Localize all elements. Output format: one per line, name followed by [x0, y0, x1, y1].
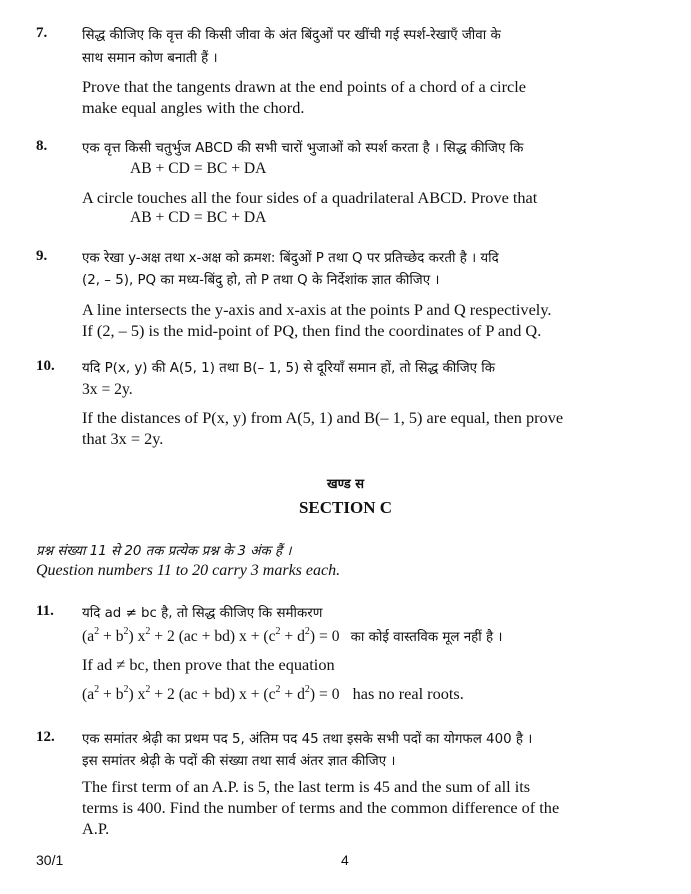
question-equation-line — [82, 684, 464, 704]
question-equation-line — [82, 626, 502, 646]
question-equation: AB + CD = BC + DA — [130, 209, 267, 226]
instructions-english: Question numbers 11 to 20 carry 3 marks each. — [36, 562, 341, 579]
question-english-line: A line intersects the y-axis and x-axis at the points P and Q respectively. — [82, 300, 552, 319]
question-equation: 3x = 2y. — [82, 381, 133, 398]
question-equation: AB + CD = BC + DA — [130, 160, 267, 177]
equation: $(a^2 + b^2) x^2 + 2$ (ac + bd) $x + (c^2 + d^2) = 0$ — [82, 625, 340, 645]
question-hindi-tail: का कोई वास्तविक मूल नहीं है । — [350, 630, 503, 645]
section-title: SECTION C — [298, 498, 393, 517]
question-english-line: make equal angles with the chord. — [82, 98, 305, 117]
question-hindi-line: यदि P(x, y) की A(5, 1) तथा B(– 1, 5) से दूरियाँ समान हों, तो सिद्ध कीजिए कि — [82, 361, 496, 376]
question-english-tail: has no real roots. — [352, 684, 464, 703]
question-english-line: If the distances of P(x, y) from A(5, 1) and B(– 1, 5) are equal, then prove — [82, 408, 564, 427]
question-number: 9. — [36, 248, 48, 264]
question-number: 8. — [36, 138, 48, 154]
equation: $(a^2 + b^2) x^2 + 2$ (ac + bd) $x + (c^2 + d^2) = 0$ — [82, 683, 340, 703]
question-number: 11. — [36, 603, 54, 619]
question-english-line: If ad ≠ bc, then prove that the equation — [82, 655, 335, 674]
question-english-line: The first term of an A.P. is 5, the last term is 45 and the sum of all its — [82, 777, 531, 796]
question-number: 12. — [36, 729, 55, 745]
question-hindi-line: एक समांतर श्रेढ़ी का प्रथम पद 5, अंतिम पद 45 तथा इसके सभी पदों का योगफल 400 है । — [82, 732, 533, 747]
question-hindi-line: साथ समान कोण बनाती हैं । — [82, 51, 218, 66]
page-number: 4 — [341, 852, 349, 868]
question-hindi-line: यदि ad ≠ bc है, तो सिद्ध कीजिए कि समीकरण — [82, 606, 323, 621]
question-english-line: If (2, – 5) is the mid-point of PQ, then find the coordinates of P and Q. — [82, 321, 542, 340]
question-english-line: A circle touches all the four sides of a quadrilateral ABCD. Prove that — [82, 188, 538, 207]
instructions-hindi: प्रश्न संख्या 11 से 20 तक प्रत्येक प्रश्न के 3 अंक हैं । — [36, 544, 292, 559]
question-hindi-line: (2, – 5), PQ का मध्य-बिंदु हो, तो P तथा Q के निर्देशांक ज्ञात कीजिए । — [82, 273, 440, 288]
question-hindi-line: इस समांतर श्रेढ़ी के पदों की संख्या तथा सार्व अंतर ज्ञात कीजिए । — [82, 754, 396, 769]
question-number: 10. — [36, 358, 55, 374]
paper-code: 30/1 — [36, 852, 64, 868]
question-english-line: Prove that the tangents drawn at the end points of a chord of a circle — [82, 77, 526, 96]
section-title-hindi: खण्ड स — [326, 477, 365, 492]
question-hindi-line: एक रेखा y-अक्ष तथा x-अक्ष को क्रमश: बिंदुओं P तथा Q पर प्रतिच्छेद करती है । यदि — [82, 251, 499, 266]
question-english-line: terms is 400. Find the number of terms and the common difference of the — [82, 798, 560, 817]
question-hindi-line: एक वृत्त किसी चतुर्भुज ABCD की सभी चारों भुजाओं को स्पर्श करता है । सिद्ध कीजिए कि — [82, 141, 524, 156]
question-english-line: A.P. — [82, 819, 110, 838]
question-number: 7. — [36, 25, 48, 41]
question-english-line: that 3x = 2y. — [82, 429, 164, 448]
question-hindi-line: सिद्ध कीजिए कि वृत्त की किसी जीवा के अंत बिंदुओं पर खींची गई स्पर्श-रेखाएँ जीवा के — [82, 28, 501, 43]
